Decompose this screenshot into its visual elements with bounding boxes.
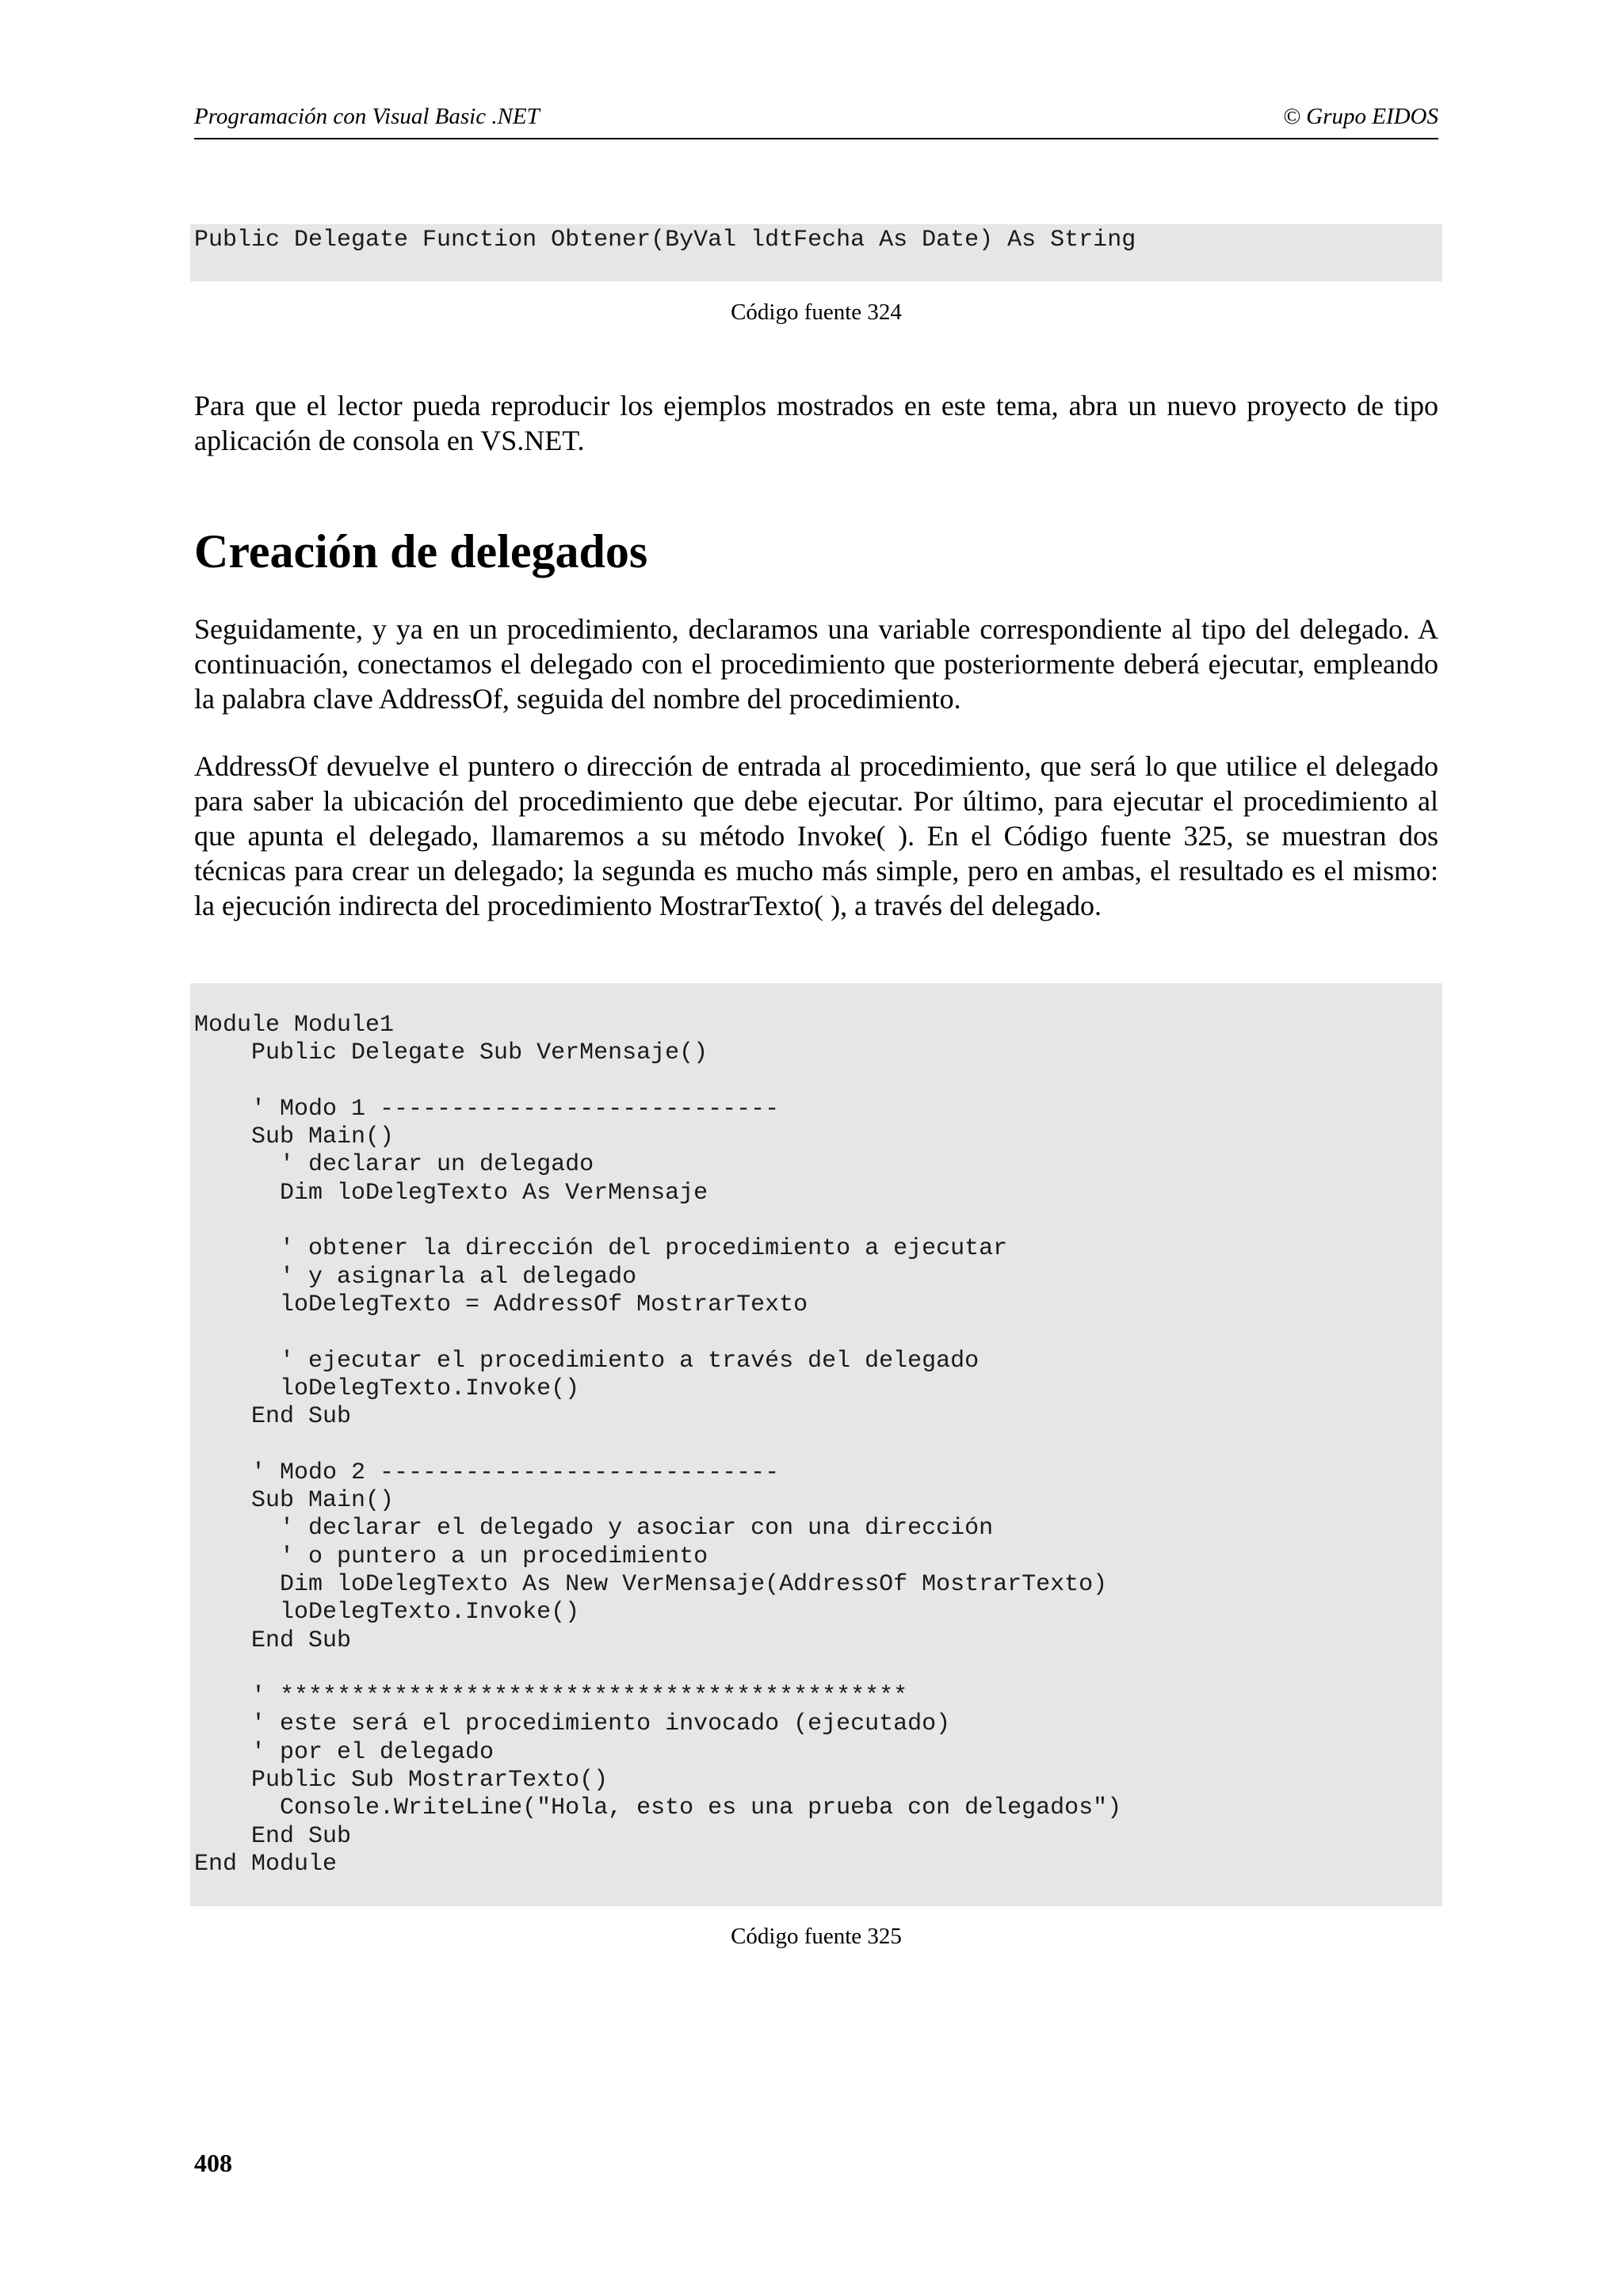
header-book-title: Programación con Visual Basic .NET	[194, 104, 540, 129]
code-caption-325: Código fuente 325	[731, 1924, 902, 1949]
header-divider	[194, 138, 1438, 139]
code-caption-324: Código fuente 324	[731, 299, 902, 325]
section-heading: Creación de delegados	[194, 525, 648, 578]
code-block-325	[190, 983, 1442, 1906]
section-paragraph-1: Seguidamente, y ya en un procedimiento, declaramos una variable correspondiente al tipo del delegado. A continuación, conectamos el delegado con el procedimiento que posteriormente deberá ejecutar, empleando la palabra clave AddressOf, seguida del nombre del procedimiento.	[194, 613, 1438, 715]
page-number: 408	[194, 2149, 232, 2177]
code-block-324	[190, 224, 1442, 281]
section-paragraph-2: AddressOf devuelve el puntero o dirección de entrada al procedimiento, que será lo que utilice el delegado para saber la ubicación del procedimiento que debe ejecutar. Por último, para ejecutar el procedimiento al que apunta el delegado, llamaremos a su método Invoke( ). En el Código fuente 325, se muestran dos técnicas para crear un delegado; la segunda es mucho más simple, pero en ambas, el resultado es el mismo: la ejecución indirecta del procedimiento MostrarTexto( ), a través del delegado.	[194, 750, 1438, 921]
running-header	[194, 95, 1438, 130]
intro-paragraph: Para que el lector pueda reproducir los ejemplos mostrados en este tema, abra un nuevo proyecto de tipo aplicación de consola en VS.NET.	[194, 390, 1438, 456]
header-publisher: © Grupo EIDOS	[1282, 104, 1438, 129]
code-325-text: Module Module1 Public Delegate Sub VerMensaje() ' Modo 1 ---------------------------- Sub Main() ' declarar un delegado Dim loDelegTexto As VerMensaje ' obtener la dirección del procedimiento a ejecutar ' y asignarla al delegado loDelegTexto = AddressOf MostrarTexto ' ejecutar el procedimiento a través del delegado loDelegTexto.Invoke() End Sub ' Modo 2 ---------------------------- Sub Main() ' declarar el delegado y asociar con una dirección ' o puntero a un procedimiento Dim loDelegTexto As New VerMensaje(AddressOf MostrarTexto) loDelegTexto.Invoke() End Sub ' ******************************************** ' este será el procedimiento invocado (ejecutado) ' por el delegado Public Sub MostrarTexto() Console.WriteLine("Hola, esto es una prueba con delegados") End Sub End Module	[194, 1012, 1122, 1878]
code-324-text: Public Delegate Function Obtener(ByVal ldtFecha As Date) As String	[194, 227, 1136, 254]
